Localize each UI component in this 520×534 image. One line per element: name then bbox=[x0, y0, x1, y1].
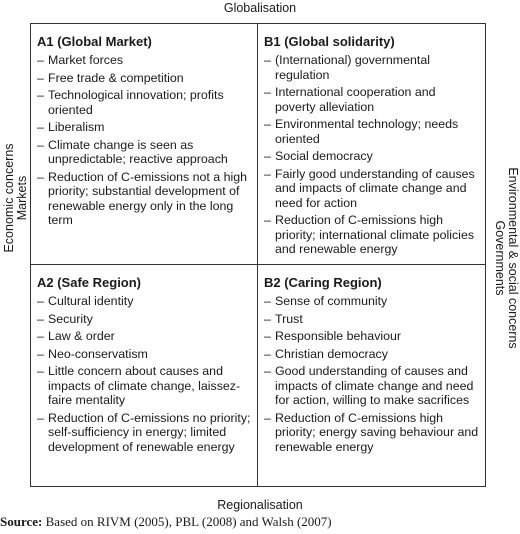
quadrant-a1-title: A1 (Global Market) bbox=[37, 34, 152, 49]
list-item: – Market forces bbox=[37, 53, 251, 68]
quadrant-b2-title: B2 (Caring Region) bbox=[264, 275, 382, 290]
axis-label-regionalisation: Regionalisation bbox=[217, 498, 303, 512]
quadrant-a1-list bbox=[37, 53, 251, 228]
quadrant-b2 bbox=[258, 265, 485, 486]
source-note bbox=[0, 514, 332, 530]
list-item: – Trust bbox=[264, 312, 479, 327]
quadrant-b1-title: B1 (Global solidarity) bbox=[264, 34, 395, 49]
list-item: – Free trade & competition bbox=[37, 71, 251, 86]
quadrant-a1 bbox=[31, 24, 257, 264]
scenario-matrix bbox=[30, 23, 486, 487]
axis-label-environmental-social-concerns: Environmental & social concerns bbox=[506, 167, 520, 349]
list-item: – Responsible behaviour bbox=[264, 329, 479, 344]
list-item: – International cooperation and poverty alleviation bbox=[264, 85, 479, 114]
axis-right-rotated bbox=[493, 138, 519, 378]
quadrant-b1 bbox=[258, 24, 485, 264]
source-label: Source: bbox=[0, 514, 43, 529]
axis-label-globalisation: Globalisation bbox=[223, 1, 297, 15]
list-item: – Social democracy bbox=[264, 149, 479, 164]
list-item: – Liberalism bbox=[37, 120, 251, 135]
quadrant-b2-list bbox=[264, 294, 479, 454]
list-item: – Climate change is seen as unpredictable; reactive approach bbox=[37, 138, 251, 167]
list-item: – Sense of community bbox=[264, 294, 479, 309]
list-item: – Environmental technology; needs oriented bbox=[264, 117, 479, 146]
list-item: – Christian democracy bbox=[264, 347, 479, 362]
quadrant-a2-title: A2 (Safe Region) bbox=[37, 275, 142, 290]
list-item: – Neo-conservatism bbox=[37, 347, 251, 362]
quadrant-a2-list bbox=[37, 294, 251, 454]
list-item: – Law & order bbox=[37, 329, 251, 344]
list-item: – Technological innovation; profits oriented bbox=[37, 88, 251, 117]
source-text: Based on RIVM (2005), PBL (2008) and Walsh (2007) bbox=[45, 514, 332, 529]
axis-label-markets: Markets bbox=[15, 175, 29, 221]
axis-label-economic-concerns: Economic concerns bbox=[2, 143, 16, 253]
list-item: – Reduction of C-emissions no priority; self-sufficiency in energy; limited development of renewable energy bbox=[37, 411, 251, 455]
list-item: – Cultural identity bbox=[37, 294, 251, 309]
quadrant-b1-list bbox=[264, 53, 479, 257]
list-item: – (International) governmental regulation bbox=[264, 53, 479, 82]
axis-left-rotated bbox=[3, 78, 29, 318]
list-item: – Good understanding of causes and impacts of climate change and need for action, willing to make sacrifices bbox=[264, 364, 479, 408]
list-item: – Little concern about causes and impacts of climate change, laissez-faire mentality bbox=[37, 364, 251, 408]
list-item: – Reduction of C-emissions high priority; international climate policies and renewable energy bbox=[264, 213, 479, 257]
axis-label-governments: Governments bbox=[493, 220, 507, 296]
list-item: – Fairly good understanding of causes and impacts of climate change and need for action bbox=[264, 167, 479, 211]
quadrant-a2 bbox=[31, 265, 257, 486]
list-item: – Reduction of C-emissions high priority; energy saving behaviour and renewable energy bbox=[264, 411, 479, 455]
list-item: – Security bbox=[37, 312, 251, 327]
list-item: – Reduction of C-emissions not a high priority; substantial development of renewable energy only in the long term bbox=[37, 170, 251, 228]
